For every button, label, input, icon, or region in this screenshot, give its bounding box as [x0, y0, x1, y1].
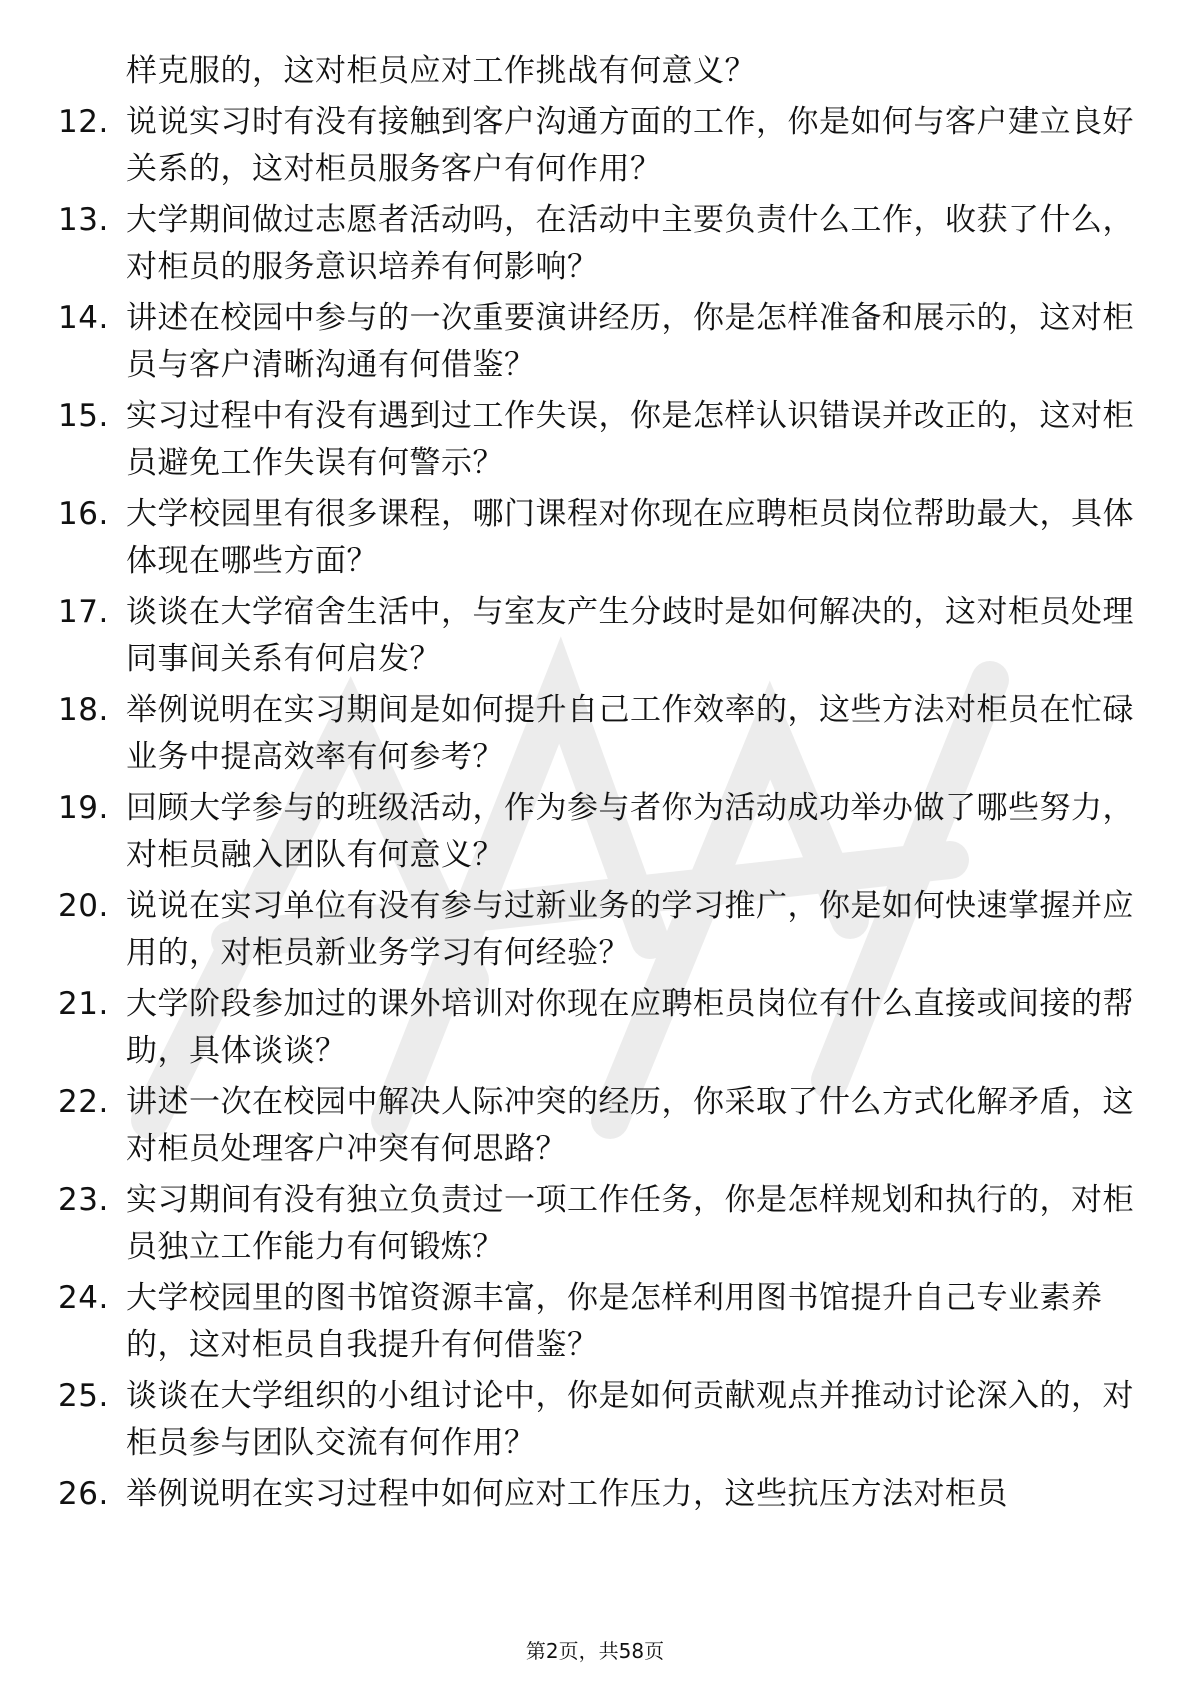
item-text: 大学校园里有很多课程，哪门课程对你现在应聘柜员岗位帮助最大，具体体现在哪些方面？ — [126, 496, 1134, 579]
item-text: 举例说明在实习期间是如何提升自己工作效率的，这些方法对柜员在忙碌业务中提高效率有何参考？ — [126, 692, 1134, 775]
item-number: 23. — [58, 1182, 109, 1218]
list-item — [58, 1471, 1138, 1518]
item-text: 大学阶段参加过的课外培训对你现在应聘柜员岗位有什么直接或间接的帮助，具体谈谈？ — [126, 986, 1134, 1069]
item-number: 15. — [58, 398, 109, 434]
list-item — [58, 48, 1138, 95]
item-text: 谈谈在大学组织的小组讨论中，你是如何贡献观点并推动讨论深入的，对柜员参与团队交流有何作用？ — [126, 1378, 1134, 1461]
page-footer: 第2页，共58页 — [525, 1639, 665, 1663]
list-item — [58, 1079, 1138, 1173]
item-text: 说说实习时有没有接触到客户沟通方面的工作，你是如何与客户建立良好关系的，这对柜员服务客户有何作用？ — [126, 104, 1134, 187]
list-item — [58, 491, 1138, 585]
list-item — [58, 981, 1138, 1075]
list-item — [58, 883, 1138, 977]
item-number: 14. — [58, 300, 109, 336]
list-item — [58, 393, 1138, 487]
list-item — [58, 1275, 1138, 1369]
list-item — [58, 99, 1138, 193]
item-number: 19. — [58, 790, 109, 826]
item-number: 22. — [58, 1084, 109, 1120]
list-item — [58, 1177, 1138, 1271]
list-item — [58, 1373, 1138, 1467]
list-item — [58, 589, 1138, 683]
item-text: 讲述在校园中参与的一次重要演讲经历，你是怎样准备和展示的，这对柜员与客户清晰沟通有何借鉴？ — [126, 300, 1134, 383]
item-number: 24. — [58, 1280, 109, 1316]
item-text: 举例说明在实习过程中如何应对工作压力，这些抗压方法对柜员 — [126, 1476, 1008, 1512]
item-text: 说说在实习单位有没有参与过新业务的学习推广，你是如何快速掌握并应用的，对柜员新业务学习有何经验？ — [126, 888, 1134, 971]
item-number: 16. — [58, 496, 109, 532]
list-item — [58, 687, 1138, 781]
item-text: 实习过程中有没有遇到过工作失误，你是怎样认识错误并改正的，这对柜员避免工作失误有何警示？ — [126, 398, 1134, 481]
item-number: 21. — [58, 986, 109, 1022]
item-text: 样克服的，这对柜员应对工作挑战有何意义？ — [126, 53, 756, 89]
item-number: 18. — [58, 692, 109, 728]
list-item — [58, 785, 1138, 879]
item-text: 讲述一次在校园中解决人际冲突的经历，你采取了什么方式化解矛盾，这对柜员处理客户冲突有何思路？ — [126, 1084, 1134, 1167]
item-text: 谈谈在大学宿舍生活中，与室友产生分歧时是如何解决的，这对柜员处理同事间关系有何启发？ — [126, 594, 1134, 677]
question-list — [58, 48, 1138, 1522]
item-number: 12. — [58, 104, 109, 140]
item-text: 大学期间做过志愿者活动吗，在活动中主要负责什么工作，收获了什么，对柜员的服务意识培养有何影响？ — [126, 202, 1134, 285]
item-text: 大学校园里的图书馆资源丰富，你是怎样利用图书馆提升自己专业素养的，这对柜员自我提升有何借鉴？ — [126, 1280, 1103, 1363]
item-number: 25. — [58, 1378, 109, 1414]
item-text: 回顾大学参与的班级活动，作为参与者你为活动成功举办做了哪些努力，对柜员融入团队有何意义？ — [126, 790, 1134, 873]
item-text: 实习期间有没有独立负责过一项工作任务，你是怎样规划和执行的，对柜员独立工作能力有何锻炼？ — [126, 1182, 1134, 1265]
list-item — [58, 197, 1138, 291]
item-number: 13. — [58, 202, 109, 238]
item-number: 26. — [58, 1476, 109, 1512]
list-item — [58, 295, 1138, 389]
item-number: 20. — [58, 888, 109, 924]
item-number: 17. — [58, 594, 109, 630]
